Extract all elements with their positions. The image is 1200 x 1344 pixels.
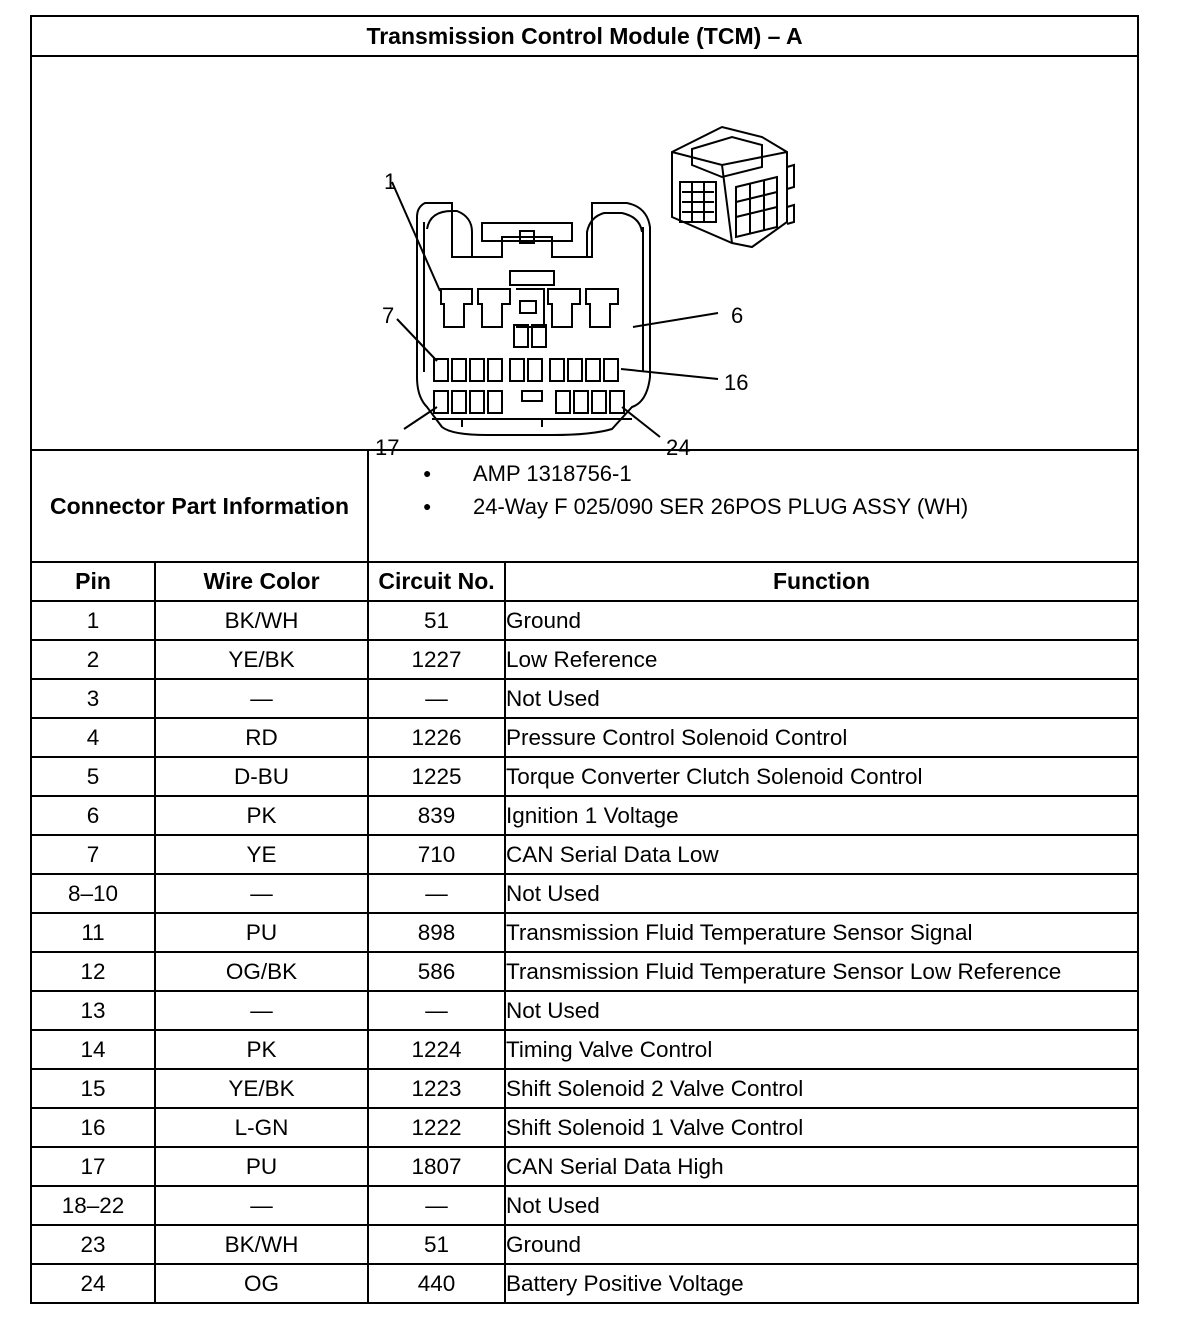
callout-24: 24 xyxy=(666,435,691,460)
circuit-no-cell: — xyxy=(368,991,505,1030)
function-cell: Not Used xyxy=(505,679,1138,718)
function-cell: Battery Positive Voltage xyxy=(505,1264,1138,1303)
table-row xyxy=(31,1147,1138,1186)
circuit-no-cell: 51 xyxy=(368,1225,505,1264)
wire-color-cell: — xyxy=(155,874,368,913)
page-title: Transmission Control Module (TCM) – A xyxy=(31,16,1138,56)
table-row xyxy=(31,679,1138,718)
wire-color-cell: YE/BK xyxy=(155,640,368,679)
function-cell: Ground xyxy=(505,1225,1138,1264)
header-function: Function xyxy=(505,562,1138,601)
pin-cell: 8–10 xyxy=(31,874,155,913)
pin-cell: 15 xyxy=(31,1069,155,1108)
function-cell: CAN Serial Data Low xyxy=(505,835,1138,874)
wire-color-cell: L-GN xyxy=(155,1108,368,1147)
connector-figure xyxy=(31,56,1138,460)
wire-color-cell: OG xyxy=(155,1264,368,1303)
pinout-table xyxy=(30,15,1139,1304)
function-cell: Ground xyxy=(505,601,1138,640)
function-cell: Not Used xyxy=(505,1186,1138,1225)
table-row xyxy=(31,913,1138,952)
function-cell: Transmission Fluid Temperature Sensor Signal xyxy=(505,913,1138,952)
wire-color-cell: — xyxy=(155,1186,368,1225)
wire-color-cell: BK/WH xyxy=(155,1225,368,1264)
circuit-no-cell: — xyxy=(368,874,505,913)
table-row xyxy=(31,1225,1138,1264)
circuit-no-cell: 1225 xyxy=(368,757,505,796)
wire-color-cell: RD xyxy=(155,718,368,757)
callout-17: 17 xyxy=(375,435,400,460)
callout-7: 7 xyxy=(382,303,395,328)
pin-cell: 4 xyxy=(31,718,155,757)
pin-cell: 7 xyxy=(31,835,155,874)
circuit-no-cell: 51 xyxy=(368,601,505,640)
table-row xyxy=(31,718,1138,757)
function-cell: Pressure Control Solenoid Control xyxy=(505,718,1138,757)
function-cell: CAN Serial Data High xyxy=(505,1147,1138,1186)
wire-color-cell: PU xyxy=(155,1147,368,1186)
wire-color-cell: YE xyxy=(155,835,368,874)
header-wire-color: Wire Color xyxy=(155,562,368,601)
circuit-no-cell: 1223 xyxy=(368,1069,505,1108)
circuit-no-cell: 839 xyxy=(368,796,505,835)
table-row xyxy=(31,1264,1138,1303)
circuit-no-cell: 1222 xyxy=(368,1108,505,1147)
wire-color-cell: PU xyxy=(155,913,368,952)
pin-cell: 24 xyxy=(31,1264,155,1303)
table-row xyxy=(31,1069,1138,1108)
pin-cell: 5 xyxy=(31,757,155,796)
circuit-no-cell: 898 xyxy=(368,913,505,952)
table-header xyxy=(31,562,1138,601)
pin-cell: 16 xyxy=(31,1108,155,1147)
wire-color-cell: — xyxy=(155,679,368,718)
table-row xyxy=(31,991,1138,1030)
circuit-no-cell: — xyxy=(368,679,505,718)
pin-cell: 3 xyxy=(31,679,155,718)
function-cell: Ignition 1 Voltage xyxy=(505,796,1138,835)
circuit-no-cell: 710 xyxy=(368,835,505,874)
wire-color-cell: — xyxy=(155,991,368,1030)
header-circuit-no: Circuit No. xyxy=(368,562,505,601)
wire-color-cell: PK xyxy=(155,796,368,835)
connector-diagram xyxy=(32,57,1139,449)
wire-color-cell: YE/BK xyxy=(155,1069,368,1108)
table-row xyxy=(31,1108,1138,1147)
pin-cell: 13 xyxy=(31,991,155,1030)
table-row xyxy=(31,1030,1138,1069)
pin-cell: 23 xyxy=(31,1225,155,1264)
circuit-no-cell: 1226 xyxy=(368,718,505,757)
pin-cell: 1 xyxy=(31,601,155,640)
table-row xyxy=(31,952,1138,991)
pin-cell: 18–22 xyxy=(31,1186,155,1225)
pin-cell: 11 xyxy=(31,913,155,952)
connector-info-item: ● 24-Way F 025/090 SER 26POS PLUG ASSY (WH) xyxy=(369,490,1137,523)
table-row xyxy=(31,757,1138,796)
pin-cell: 17 xyxy=(31,1147,155,1186)
connector-info-item: ● AMP 1318756-1 xyxy=(369,457,1137,490)
callout-1: 1 xyxy=(384,169,397,194)
wire-color-cell: PK xyxy=(155,1030,368,1069)
table-row xyxy=(31,601,1138,640)
circuit-no-cell: 440 xyxy=(368,1264,505,1303)
circuit-no-cell: 1227 xyxy=(368,640,505,679)
function-cell: Low Reference xyxy=(505,640,1138,679)
circuit-no-cell: 586 xyxy=(368,952,505,991)
function-cell: Shift Solenoid 1 Valve Control xyxy=(505,1108,1138,1147)
table-row xyxy=(31,1186,1138,1225)
connector-info-label: Connector Part Information xyxy=(31,450,368,562)
pin-cell: 2 xyxy=(31,640,155,679)
wire-color-cell: OG/BK xyxy=(155,952,368,991)
table-row xyxy=(31,796,1138,835)
wire-color-cell: D-BU xyxy=(155,757,368,796)
pin-cell: 6 xyxy=(31,796,155,835)
circuit-no-cell: — xyxy=(368,1186,505,1225)
pin-cell: 14 xyxy=(31,1030,155,1069)
terminal-row-middle xyxy=(434,359,618,381)
table-row xyxy=(31,835,1138,874)
table-row xyxy=(31,874,1138,913)
function-cell: Not Used xyxy=(505,991,1138,1030)
function-cell: Torque Converter Clutch Solenoid Control xyxy=(505,757,1138,796)
circuit-no-cell: 1807 xyxy=(368,1147,505,1186)
function-cell: Timing Valve Control xyxy=(505,1030,1138,1069)
circuit-no-cell: 1224 xyxy=(368,1030,505,1069)
header-pin: Pin xyxy=(31,562,155,601)
pin-cell: 12 xyxy=(31,952,155,991)
callout-6: 6 xyxy=(731,303,744,328)
function-cell: Transmission Fluid Temperature Sensor Low Reference xyxy=(505,952,1138,991)
function-cell: Not Used xyxy=(505,874,1138,913)
table-row xyxy=(31,640,1138,679)
connector-3d-view xyxy=(672,127,794,247)
wire-color-cell: BK/WH xyxy=(155,601,368,640)
connector-info-list xyxy=(368,450,1138,562)
terminal-row-bottom xyxy=(434,391,624,413)
callout-16: 16 xyxy=(724,370,749,395)
function-cell: Shift Solenoid 2 Valve Control xyxy=(505,1069,1138,1108)
